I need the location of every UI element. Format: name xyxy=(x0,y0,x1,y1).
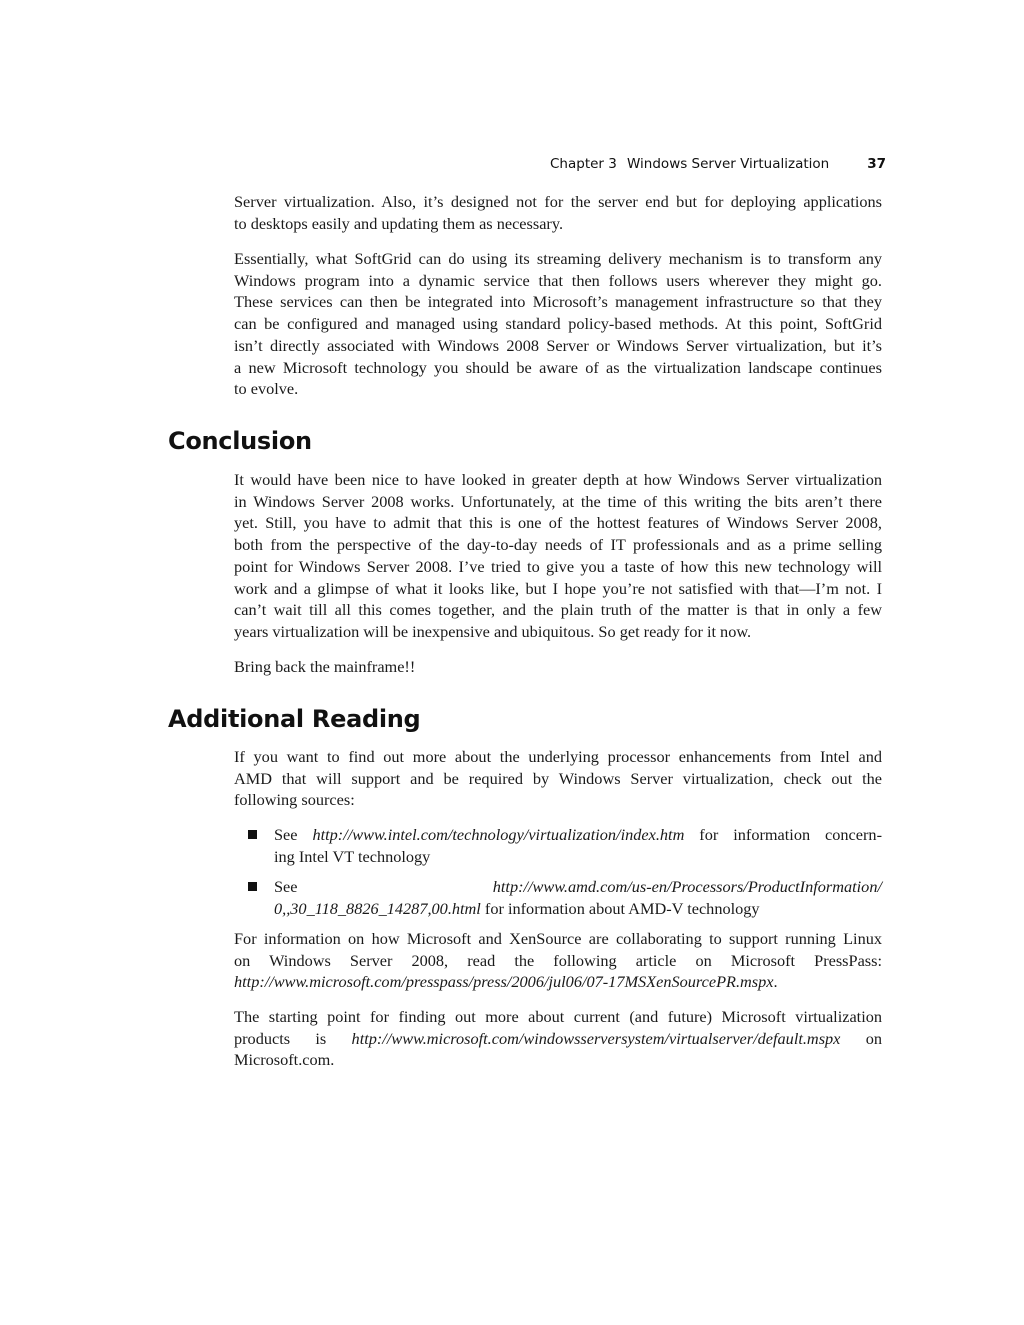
text-line xyxy=(234,491,882,513)
text-line xyxy=(234,512,882,534)
text-segment: These services can then be integrated into Microsoft’s management infrastructure so that they xyxy=(234,292,882,312)
text-line xyxy=(234,469,882,491)
text-segment: If you want to find out more about the underlying processor enhancements from Intel and xyxy=(234,747,882,766)
bullet-item xyxy=(274,824,882,867)
text-line xyxy=(234,357,882,379)
text-segment: isn’t directly associated with Windows 2008 Server or Windows Server virtualization, but it’s xyxy=(234,335,882,355)
text-segment: to evolve. xyxy=(234,379,299,399)
bullet-item xyxy=(274,876,882,919)
text-line xyxy=(234,291,882,313)
text-line xyxy=(234,378,882,400)
text-segment: The starting point for finding out more about current (and future) Microsoft virtualization xyxy=(234,1007,882,1026)
text-segment: Essentially, what SoftGrid can do using its streaming delivery mechanism is to transform any xyxy=(234,249,882,268)
paragraph xyxy=(234,191,882,234)
paragraph xyxy=(234,656,882,678)
text-segment: point for Windows Server 2008. I’ve tried to give you a taste of how this new technology will xyxy=(234,556,882,576)
text-segment: on Windows Server 2008, read the following article on Microsoft PressPass: xyxy=(234,950,882,970)
url-text: http://www.intel.com/technology/virtualization/index.htm xyxy=(312,825,685,844)
text-line xyxy=(234,191,882,213)
text-segment: Microsoft.com. xyxy=(234,1050,335,1070)
text-segment: ing Intel VT technology xyxy=(274,846,431,866)
text-segment: products is xyxy=(234,1028,352,1048)
text-line xyxy=(274,898,882,920)
text-line xyxy=(234,599,882,621)
text-line xyxy=(274,876,882,898)
text-line xyxy=(234,213,882,235)
url-text: 0,,30_118_8826_14287,00.html xyxy=(274,898,481,918)
text-segment: can’t wait till all this comes together, and the plain truth of the matter is that in only a few xyxy=(234,600,882,620)
text-segment: . xyxy=(773,972,778,992)
text-line xyxy=(234,335,882,357)
text-line xyxy=(234,971,882,993)
square-bullet-icon xyxy=(248,830,257,839)
text-segment: years virtualization will be inexpensive and ubiquitous. So get ready for it now. xyxy=(234,621,752,641)
text-segment: can be configured and managed using standard policy-based methods. At this point, SoftGrid xyxy=(234,314,882,334)
url-text: http://www.microsoft.com/windowsserversystem/virtualserver/default.mspx xyxy=(351,1028,841,1048)
text-line xyxy=(234,1049,882,1071)
text-segment: for information about AMD-V technology xyxy=(480,898,760,918)
text-line xyxy=(234,1028,882,1050)
text-line xyxy=(234,789,882,811)
text-segment: Bring back the mainframe!! xyxy=(234,657,416,676)
url-text: http://www.amd.com/us-en/Processors/ProductInformation/ xyxy=(492,877,882,896)
paragraph xyxy=(234,248,882,400)
running-header xyxy=(540,156,886,176)
text-segment: a new Microsoft technology you should be aware of as the virtualization landscape continues xyxy=(234,357,882,377)
text-line xyxy=(274,824,882,846)
text-line xyxy=(234,313,882,335)
square-bullet-icon xyxy=(248,882,257,891)
url-text: http://www.microsoft.com/presspass/press/2006/jul06/07-17MSXenSourcePR.mspx xyxy=(234,972,774,992)
text-line xyxy=(234,950,882,972)
chapter-label: Chapter 3 xyxy=(550,156,617,172)
text-line xyxy=(274,846,882,868)
text-segment: following sources: xyxy=(234,790,355,810)
text-segment: on xyxy=(840,1028,882,1048)
text-segment: See xyxy=(274,877,493,896)
paragraph xyxy=(234,928,882,993)
text-segment: For information on how Microsoft and XenSource are collaborating to support running Linux xyxy=(234,929,882,948)
section-heading: Additional Reading xyxy=(168,705,421,733)
paragraph xyxy=(234,746,882,811)
text-segment: See xyxy=(274,825,313,844)
text-line xyxy=(234,578,882,600)
text-line xyxy=(234,746,882,768)
text-line xyxy=(234,768,882,790)
section-heading: Conclusion xyxy=(168,427,312,455)
text-line xyxy=(234,248,882,270)
text-line xyxy=(234,556,882,578)
text-segment: for information concern- xyxy=(684,825,882,844)
text-segment: both from the perspective of the day-to-day needs of IT professionals and as a prime selling xyxy=(234,535,882,555)
text-segment: work and a glimpse of what it looks like, but I hope you’re not satisfied with that—I’m not. I xyxy=(234,578,882,598)
text-line xyxy=(234,1006,882,1028)
text-line xyxy=(234,928,882,950)
text-segment: It would have been nice to have looked in greater depth at how Windows Server virtualization xyxy=(234,470,882,489)
paragraph xyxy=(234,1006,882,1071)
text-segment: to desktops easily and updating them as necessary. xyxy=(234,213,564,233)
text-segment: AMD that will support and be required by Windows Server virtualization, check out the xyxy=(234,768,882,788)
text-segment: Windows program into a dynamic service that then follows users wherever they might go. xyxy=(234,270,882,290)
text-line xyxy=(234,656,882,678)
page-number: 37 xyxy=(867,156,886,172)
text-line xyxy=(234,621,882,643)
text-line xyxy=(234,270,882,292)
text-segment: yet. Still, you have to admit that this is one of the hottest features of Windows Server 2008, xyxy=(234,513,882,533)
text-line xyxy=(234,534,882,556)
text-segment: Server virtualization. Also, it’s designed not for the server end but for deploying applications xyxy=(234,192,882,211)
paragraph xyxy=(234,469,882,643)
text-segment: in Windows Server 2008 works. Unfortunately, at the time of this writing the bits aren’t there xyxy=(234,491,882,511)
chapter-title: Windows Server Virtualization xyxy=(627,156,830,172)
